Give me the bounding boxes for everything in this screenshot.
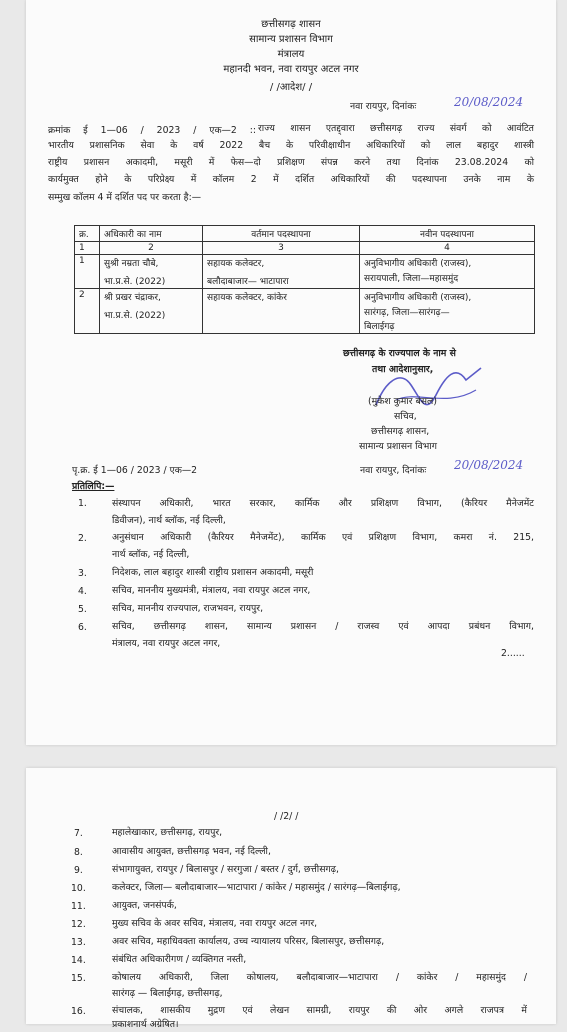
copy-line: आयुक्त, जनसंपर्क, [112, 900, 177, 911]
page-marker: / /2/ / [274, 811, 299, 822]
new-posting-line: अनुविभागीय अधिकारी (राजस्व), [364, 259, 472, 269]
officer-service: भा.प्र.से. (2022) [104, 277, 166, 287]
table-col-number-row [75, 242, 535, 255]
table-header-row [75, 226, 535, 242]
col-header-new: नवीन पदस्थापना [360, 226, 535, 242]
copy-line: संचालक, शासकीय मुद्रण एवं लेखन सामग्री, रायपुर की ओर अगले राजपत्र में [112, 1005, 527, 1016]
officer-name: श्री प्रखर चंद्राकर, [104, 293, 161, 303]
col-header-current: वर्तमान पदस्थापना [203, 226, 360, 242]
copy-number: 7. [74, 828, 83, 839]
copy-line: संस्थापन अधिकारी, भारत सरकार, कार्मिक और प्रशिक्षण विभाग, (कैरियर मैनेजमेंट [112, 498, 534, 509]
posting-table [74, 225, 535, 334]
order-number: क्रमांक ई 1—06 / 2023 / एक—2 :: [48, 125, 256, 136]
handwritten-date: 20/08/2024 [454, 95, 524, 109]
copy-line: मुख्य सचिव के अवर सचिव, मंत्रालय, नवा रायपुर अटल नगर, [112, 918, 318, 929]
header-ministry: मंत्रालय [277, 49, 305, 60]
copy-line: संबंधित अधिकारीगण / व्यक्तिगत नस्ती, [112, 954, 247, 965]
copy-number: 12. [71, 919, 86, 930]
row-officer [100, 289, 203, 334]
endorsement-number: पृ.क्र. ई 1—06 / 2023 / एक—2 [72, 465, 198, 476]
handwritten-date: 20/08/2024 [454, 458, 524, 472]
copy-line: डिवीजन), नार्थ ब्लॉक, नई दिल्ली, [112, 515, 226, 526]
header-government: छत्तीसगढ़ शासन [261, 19, 321, 30]
row-current-posting [203, 255, 360, 289]
copy-number: 6. [78, 622, 87, 633]
copy-line: अवर सचिव, महाधिवक्ता कार्यालय, उच्च न्यायालय परिसर, बिलासपुर, छत्तीसगढ़, [112, 936, 385, 947]
officer-service: भा.प्र.से. (2022) [104, 311, 166, 321]
officer-name: सुश्री नम्रता चौबे, [104, 259, 159, 269]
copy-number: 8. [74, 847, 83, 858]
row-new-posting [360, 289, 535, 334]
signatory-department: छत्तीसगढ़ शासन, [371, 426, 430, 437]
governor-line: छत्तीसगढ़ के राज्यपाल के नाम से [343, 348, 456, 359]
copy-line: सचिव, छत्तीसगढ़ शासन, सामान्य प्रशासन / राजस्व एवं आपदा प्रबंधन विभाग, [112, 621, 534, 632]
copy-line: सचिव, माननीय मुख्यमंत्री, मंत्रालय, नवा रायपुर अटल नगर, [112, 585, 311, 596]
copy-number: 2. [78, 533, 87, 544]
copy-line: संभागायुक्त, रायपुर / बिलासपुर / सरगुजा / बस्तर / दुर्ग, छत्तीसगढ़, [112, 864, 339, 875]
copy-number: 3. [78, 568, 87, 579]
order-page-1 [26, 0, 556, 745]
copy-number: 9. [74, 865, 83, 876]
copy-line: महालेखाकार, छत्तीसगढ़, रायपुर, [112, 827, 223, 838]
copy-line: कोषालय अधिकारी, जिला कोषालय, बलौदाबाजार—भाटापारा / कांकेर / महासमुंद / [112, 972, 527, 983]
new-posting-line: अनुविभागीय अधिकारी (राजस्व), [364, 293, 472, 303]
copy-heading: प्रतिलिपि:— [72, 481, 115, 492]
copy-number: 4. [78, 586, 87, 597]
row-officer [100, 255, 203, 289]
row-serial: 2 [75, 289, 100, 334]
row-current-posting [203, 289, 360, 334]
order-paragraph-line-1: राज्य शासन एतद्द्वारा छत्तीसगढ़ राज्य संवर्ग को आवंटित [258, 123, 534, 134]
col-header-officer: अधिकारी का नाम [100, 226, 203, 242]
copy-line: निदेशक, लाल बहादुर शास्त्री राष्ट्रीय प्रशासन अकादमी, मसूरी [112, 567, 314, 578]
copy-line: सारंगढ़ — बिलाईगढ़, छत्तीसगढ़, [112, 988, 223, 999]
copy-line: कलेक्टर, जिला— बलौदाबाजार—भाटापारा / कांकेर / महासमुंद / सारंगढ़—बिलाईगढ़, [112, 882, 401, 893]
copy-line: सचिव, माननीय राज्यपाल, राजभवन, रायपुर, [112, 603, 264, 614]
header-department: सामान्य प्रशासन विभाग [249, 34, 333, 45]
row-new-posting [360, 255, 535, 289]
copy-number: 15. [71, 973, 86, 984]
order-paragraph-line-2: भारतीय प्रशासनिक सेवा के वर्ष 2022 बैच के परिवीक्षाधीन अधिकारियों को लाल बहादुर शास्त्री [48, 140, 534, 151]
copy-number: 11. [71, 901, 86, 912]
table-row [75, 289, 535, 334]
copy-line: नार्थ ब्लॉक, नई दिल्ली, [112, 549, 190, 560]
col-number: 2 [100, 242, 203, 255]
copy-number: 16. [71, 1006, 86, 1017]
row-serial: 1 [75, 255, 100, 289]
copy-number: 5. [78, 604, 87, 615]
copy-number: 14. [71, 955, 86, 966]
copy-line: आवासीय आयुक्त, छत्तीसगढ़ भवन, नई दिल्ली, [112, 846, 271, 857]
current-posting-line: सहायक कलेक्टर, कांकेर [207, 293, 287, 303]
current-posting-line: सहायक कलेक्टर, [207, 259, 265, 269]
order-paragraph-line-3: राष्ट्रीय प्रशासन अकादमी, मसूरी में फेस—दो प्रशिक्षण संपन्न करने तथा दिनांक 23.08.2024 को [48, 157, 534, 168]
copy-line: प्रकाशनार्थ अग्रेषित। [112, 1019, 179, 1030]
copy-number: 10. [71, 883, 86, 894]
signatory-name: (मुकेश कुमार बंसल) [368, 396, 437, 407]
order-authority-line: तथा आदेशानुसार, [372, 364, 434, 375]
date-label: नवा रायपुर, दिनांकः [350, 101, 417, 112]
copy-number: 13. [71, 937, 86, 948]
col-number: 4 [360, 242, 535, 255]
col-header-serial: क्र. [75, 226, 100, 242]
col-number: 1 [75, 242, 100, 255]
endorsement-date-label: नवा रायपुर, दिनांकः [360, 465, 427, 476]
copy-line: मंत्रालय, नवा रायपुर अटल नगर, [112, 638, 221, 649]
copy-number: 1. [78, 498, 87, 509]
header-address: महानदी भवन, नवा रायपुर अटल नगर [223, 64, 359, 75]
new-posting-line: बिलाईगढ़ [364, 322, 395, 332]
order-paragraph-line-4: कार्यमुक्त होने के परिप्रेक्ष्य में कॉलम 2 में दर्शित अधिकारियों की पदस्थापना उनके नाम के [48, 174, 534, 185]
new-posting-line: सारंगढ़, जिला—सारंगढ़— [364, 308, 450, 318]
order-page-2 [26, 768, 556, 1030]
signatory-designation: सचिव, [394, 411, 417, 422]
order-title: / /आदेश/ / [269, 82, 313, 93]
page-continuation: 2...... [501, 648, 525, 659]
order-paragraph-line-5: सम्मुख कॉलम 4 में दर्शित पद पर करता है:— [48, 192, 202, 203]
signatory-department: सामान्य प्रशासन विभाग [359, 441, 437, 452]
current-posting-line: बलौदाबाजार— भाटापारा [207, 277, 289, 287]
col-number: 3 [203, 242, 360, 255]
copy-line: अनुसंधान अधिकारी (कैरियर मैनेजमेंट), कार्मिक एवं प्रशिक्षण विभाग, कमरा नं. 215, [112, 532, 534, 543]
table-row [75, 255, 535, 289]
new-posting-line: सरायपाली, जिला—महासमुंद [364, 274, 459, 284]
